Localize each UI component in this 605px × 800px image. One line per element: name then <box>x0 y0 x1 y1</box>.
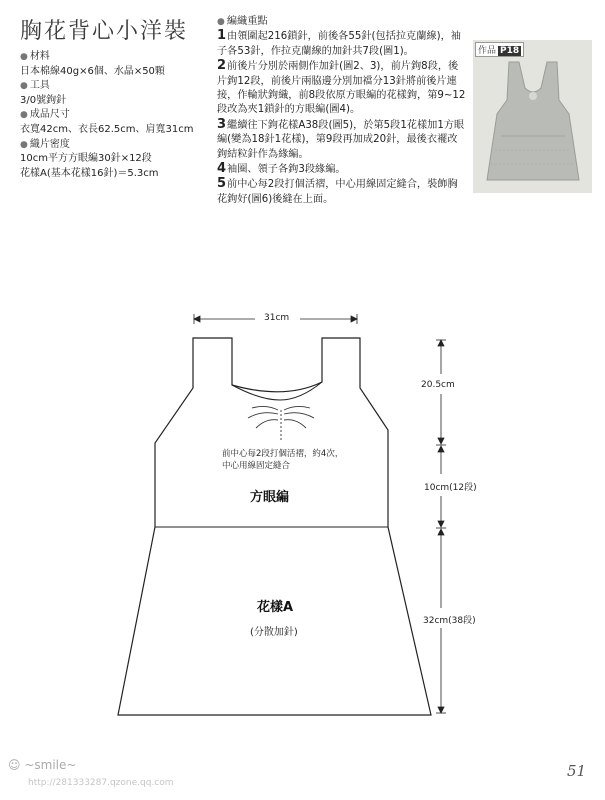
middle-length-label: 10cm(12段) <box>424 483 477 493</box>
note-step: 1由領圍起216鎖針，前後各55針(包括拉克蘭線)，袖子各53針，作拉克蘭線的加針共7段(圖1)。 <box>217 28 461 57</box>
smile-icon: ☺ <box>8 758 21 772</box>
lower-pattern-label: 花樣A <box>257 600 294 615</box>
pleat-marks <box>248 406 314 442</box>
tools-heading: ● 工具 <box>20 79 210 94</box>
gauge-heading: ● 織片密度 <box>20 138 210 153</box>
footer-logo: ☺ ~smile~ <box>8 758 77 772</box>
upper-pattern-label: 方眼編 <box>250 490 290 505</box>
page-title: 胸花背心小洋裝 <box>20 19 189 44</box>
center-pleat-note: 前中心每2段打個活褶，約4次， 中心用線固定縫合 <box>222 449 344 471</box>
work-page-tag: 作品 P18 <box>475 42 524 57</box>
tools-value: 3/0號鉤針 <box>20 94 67 106</box>
gauge-line-1: 10cm平方方眼編30針×12段 <box>20 153 152 165</box>
lower-pattern-note: (分散加針) <box>250 627 298 638</box>
top-length-label: 20.5cm <box>421 380 455 390</box>
page-number: 51 <box>567 762 587 780</box>
size-value: 衣寬42cm、衣長62.5cm、肩寬31cm <box>20 123 194 135</box>
neckline <box>232 382 322 400</box>
note-step: 5前中心每2段打個活褶，中心用線固定縫合，裝飾胸花鉤好(圖6)後縫在上面。 <box>217 176 458 205</box>
materials-heading: ● 材料 <box>20 50 210 65</box>
shoulder-width-label: 31cm <box>264 313 290 323</box>
bottom-length-label: 32cm(38段) <box>423 616 476 626</box>
note-step: 3繼續往下鉤花樣A38段(圖5)，於第5段1花樣加1方眼編(變為18針1花樣)，第9段再加成20針，最後衣襬改鉤結粒針作為緣編。 <box>217 116 465 160</box>
note-step: 2前後片分別於兩側作加針(圖2、3)，前片鉤8段，後片鉤12段，前後片兩脇邊分別加襠分13針將前後片連接，作輪狀鉤織，前8段依原方眼編的花樣鉤，第9~12段改為夾1鎖針的方眼編(圖4)。 <box>217 58 466 116</box>
size-heading: ● 成品尺寸 <box>20 108 210 123</box>
notes-heading: ● 編織重點 <box>217 15 467 29</box>
length-dimensions <box>436 340 446 713</box>
footer-url: http://281333287.qzone.qq.com <box>28 778 174 788</box>
note-step: 4袖圈、領子各鉤3段緣編。 <box>217 161 346 177</box>
materials-value: 日本棉線40g×6個、水晶×50顆 <box>20 65 165 77</box>
gauge-line-2: 花樣A(基本花樣16針)＝5.3cm <box>20 167 159 179</box>
